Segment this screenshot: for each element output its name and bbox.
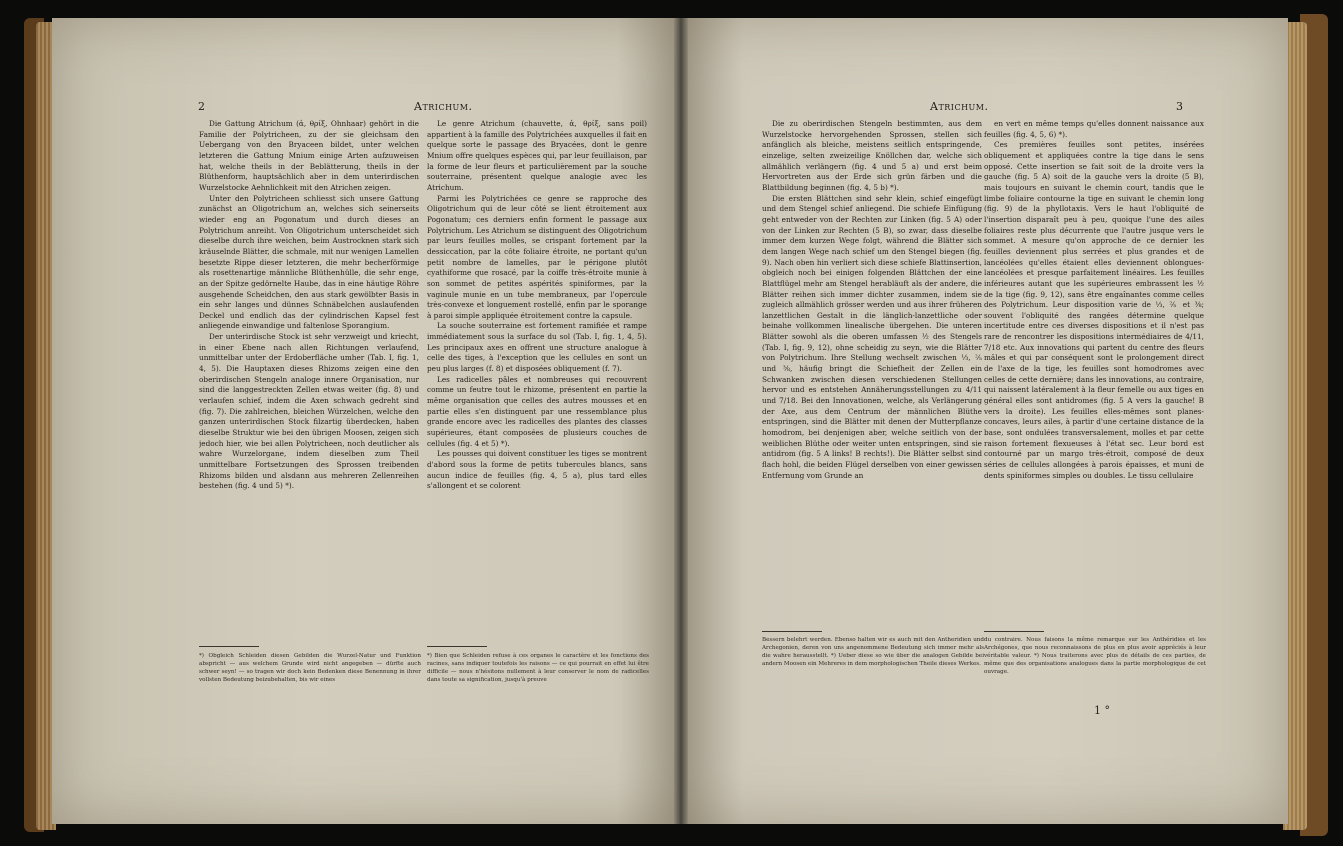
signature-mark: 1 ° xyxy=(1094,704,1110,717)
footnote-rule xyxy=(762,631,822,632)
left-running-head: Atrichum. xyxy=(414,100,473,113)
paragraph: Les pousses qui doivent constituer les tiges se montrent d'abord sous la forme de petits tubercules blancs, sans aucun indice de feuilles (fig. 4, 5 a), plus tard elles s'allongent et se colorent xyxy=(427,449,647,491)
paragraph: Die zu oberirdischen Stengeln bestimmten, aus dem Wurzelstocke hervorgehenden Sprossen, stellen sich anfänglich als bleiche, meistens seitlich entspringende, einzelige, selten zweizeilige Knöllchen dar, welche sich allmählich verlängern (fig. 4 und 5 a) und erst beim Hervortreten aus der Erde sich grün färben und die Blattbildung beginnen (fig. 4, 5 b) *). xyxy=(762,119,982,192)
paragraph: Les radicelles pâles et nombreuses qui recouvrent comme un feutre tout le rhizome, présentent en partie la même organisation que celles des autres mousses et en partie elles s'en distinguent par une ressemblance plus grande encore avec les radicelles des plantes des classes supérieures, étant composées de plusieurs couches de cellules (fig. 4 et 5) *). xyxy=(427,374,647,448)
right-french-footnote: du contraire. Nous faisons la même remarque sur les Anthéridies et les Archégones, que nous reconnaissons de plus en plus avoir appréciés à leur véritable valeur. *) Nous traiterons avec plus de détails de ces parties, de même que des organisations analogues dans la partie morphologique de cet ouvrage. xyxy=(984,637,1206,675)
book-gutter xyxy=(674,18,688,824)
footnote-rule xyxy=(427,646,487,647)
left-german-footnote: *) Obgleich Schleiden diesen Gebilden die Wurzel-Natur und Funktion abspricht — aus welchem Grunde wird nicht angegeben — dürfte auch schwer seyn! — so tragen wir doch kein Bedenken diese Benennung in ihrer vollsten Bedeutung beizubehalten, bis wir eines xyxy=(199,653,421,683)
footnote-rule xyxy=(984,631,1044,632)
right-german-footnote: Bessern belehrt werden. Ebenso halten wir es auch mit den Antheridien und Archegonien, deren von uns angenommene Bedeutung sich immer mehr als die wahre herausstellt. *) Ueber diese so wie über die analogen Gebilde bei andern Moosen ein Mehreres in dem morphologischen Theile dieses Werkes. xyxy=(762,637,984,667)
paragraph: La souche souterraine est fortement ramifiée et rampe immédiatement sous la surface du sol (Tab. I, fig. 1, 4, 5). Les principaux axes en offrent une structure analogue à celle des tiges, à l'exception que les cellules en sont un peu plus larges (f. 8) et disposées obliquement (f. 7). xyxy=(427,321,647,374)
right-running-head: Atrichum. xyxy=(930,100,989,113)
paragraph: Le genre Atrichum (chauvette, ἀ, θρίξ, sans poil) appartient à la famille des Polytrichées auxquelles il fait en quelque sorte le passage des Bryacées, dont le genre Mnium offre quelques espèces qui, par leur feuillaison, par la forme de leur fleurs et particulièrement par la souche souterraine, présentent quelque analogie avec les Atrichum. xyxy=(427,119,647,192)
paragraph: Der unterirdische Stock ist sehr verzweigt und kriecht, in einer Ebene nach allen Richtungen verlaufend, unmittelbar unter der Erdoberfläche umher (Tab. I, fig. 1, 4, 5). Die Hauptaxen dieses Rhizoms zeigen eine den oberirdischen Stengeln analoge innere Organisation, nur sind die langgestreckten Zellen etwas weiter (fig. 8) und verlaufen schief, indem die Axen schwach gedreht sind (fig. 7). Die zahlreichen, bleichen Würzelchen, welche den ganzen unterirdischen Stock filzartig überdecken, haben dieselbe Struktur wie bei den übrigen Moosen, zeigen sich jedoch hier, wie bei allen Polytricheen, noch deutlicher als wahre Wurzelorgane, indem dieselben zum Theil unmittelbare Fortsetzungen des Sprossen treibenden Rhizoms bilden und alsdann aus mehreren Zellenreihen bestehen (fig. 4 und 5) *). xyxy=(199,332,419,491)
left-page-number: 2 xyxy=(198,100,206,113)
paragraph: Die ersten Blättchen sind sehr klein, schief eingefügt und dem Stengel schief anliegend. Die schiefe Einfügung geht entweder von der Rechten zur Linken (fig. 5 A) oder von der Linken zur Rechten (5 B), so zwar, dass dieselbe immer dem kurzen Wege folgt, während die Blätter sich dem langen Wege nach schief um den Stengel biegen (fig. 9). Nach oben hin verliert sich diese schiefe Blattinsertion, obgleich noch bei einigen folgenden Blättchen der eine Blattflügel mehr am Stengel herabläuft als der andere, die Blätter reihen sich immer dichter zusammen, indem sie zugleich allmählich grösser werden und aus ihrer früheren lanzettlichen Gestalt in die länglich-lanzettliche oder beinahe vollkommen linealische übergehen. Die unteren Blätter sowohl als die oberen umfassen ½ des Stengels (Tab. I, fig. 9, 12), ohne scheidig zu seyn, wie die Blätter von Polytrichum. Ihre Stellung wechselt zwischen ⅓, ⅖ und ⅜, häufig bringt die Schiefheit der Zellen ein Schwanken zwischen diesen verschiedenen Stellungen hervor und es entstehen Annäherungsstellungen zu 4/11 und 7/18. Bei den Innovationen, welche, als Verlängerung der Axe, aus dem Centrum der männlichen Blüthe entspringen, sind die Blätter mit denen der Mutterpflanze homodrom, bei denjenigen aber, welche seitlich von der weiblichen Blüthe oder weiter unten entspringen, sind sie antidrom (fig. 5 A links! B rechts!). Die Blätter selbst sind flach hohl, die beiden Flügel derselben von einer gewissen Entfernung vom Grunde an xyxy=(762,193,982,480)
paragraph: Ces premières feuilles sont petites, insérées obliquement et appliquées contre la tige dans le sens opposé. Cette insertion se fait soit de la droite vers la gauche (fig. 5 A) soit de la gauche vers la droite (5 B), mais toujours en suivant le chemin court, tandis que le limbe foliaire contourne la tige en suivant le chemin long (fig. 9) de la phyllotaxis. Vers le haut l'obliquité de l'insertion disparaît peu à peu, quoique l'une des ailes foliaires reste plus décurrente que l'autre jusque vers le sommet. A mesure qu'on approche de ce dernier les feuilles deviennent plus serrées et plus grandes et de lancéolées qu'elles étaient elles deviennent oblongues-lancéolées et presque parfaitement linéaires. Les feuilles inférieures autant que les supérieures embrassent les ½ de la tige (fig. 9, 12), sans être engaînantes comme celles des Polytrichum. Leur disposition varie de ⅓, ⅖ et ⅜; souvent l'obliquité des rangées détermine quelque incertitude entre ces diverses dispositions et il n'est pas rare de rencontrer les dispositions intermédiaires de 4/11, 7/18 etc. Aux innovations qui partent du centre des fleurs mâles et qui par conséquent sont le prolongement direct de l'axe de la tige, les feuilles sont homodromes avec celles de cette dernière; dans les innovations, au contraire, qui naissent latéralement à la fleur femelle ou aux tiges en général elles sont antidromes (fig. 5 A vers la gauche! B vers la droite). Les feuilles elles-mêmes sont planes-concaves, leurs ailes, à partir d'une certaine distance de la base, sont ondulées transversalement, molles et par cette raison fortement flexueuses à l'état sec. Leur bord est contourné par un margo très-étroit, composé de deux séries de cellules allongées à parois épaisses, et muni de dents spiniformes simples ou doubles. Le tissu cellulaire xyxy=(984,140,1204,480)
paragraph: Parmi les Polytrichées ce genre se rapproche des Oligotrichum qui de leur côté se lient étroitement aux Pogonatum; ces derniers enfin forment le passage aux Polytrichum. Les Atrichum se distinguent des Oligotrichum par leurs feuilles molles, se crispant fortement par la dessiccation, par la côte foliaire étroite, ne portant qu'un petit nombre de lamelles, par le périgone plutôt cyathiforme que rosacé, par la coiffe très-étroite munie à son sommet de petites aspérités spiniformes, par la vaginule munie en un tube membraneux, par l'opercule très-convexe et longuement rostellé, enfin par le sporange à paroi simple appliquée étroitement contre la capsule. xyxy=(427,193,647,320)
left-french-footnote: *) Bien que Schleiden refuse à ces organes le caractère et les fonctions des racines, sans indiquer toutefois les raisons — ce qui pourrait en effet lui être difficile — nous n'hésitons nullement à leur conserver le nom de radicelles dans toute sa signification, jusqu'à preuve xyxy=(427,653,649,683)
paragraph: Die Gattung Atrichum (ἀ, θρίξ, Ohnhaar) gehört in die Familie der Polytricheen, zu der sie gleichsam den Uebergang von den Bryaceen bildet, unter welchen letzteren die Gattung Mnium einige Arten aufzuweisen hat, welche theils in der Beblätterung, theils in der Blüthenform, hauptsächlich aber in dem unterirdischen Wurzelstocke Aehnlichkeit mit den Atrichen zeigen. xyxy=(199,119,419,192)
footnote-rule xyxy=(199,646,259,647)
left-french-column xyxy=(427,119,647,639)
paragraph: en vert en même temps qu'elles donnent naissance aux feuilles (fig. 4, 5, 6) *). xyxy=(984,119,1204,139)
right-page-number: 3 xyxy=(1176,100,1184,113)
right-german-column xyxy=(762,119,982,627)
left-german-column xyxy=(199,119,419,639)
right-french-column xyxy=(984,119,1204,627)
paragraph: Unter den Polytricheen schliesst sich unsere Gattung zunächst an Oligotrichum an, welches sich seinerseits wieder eng an Pogonatum und durch dieses an Polytrichum anreiht. Von Oligotrichum unterscheidet sich dieselbe durch ihre weichen, beim Austrocknen stark sich kräuselnde Blätter, die schmale, mit nur wenigen Lamellen besetzte Rippe dieser letzteren, die mehr becherförmige als rosettenartige männliche Blüthenhülle, die sehr enge, an der Spitze gedörnelte Haube, das in eine häutige Röhre ausgehende Scheidchen, den aus stark gewölbter Basis in ein sehr langes und dünnes Schnäbelchen auslaufenden Deckel und endlich das der cylindrischen Kapsel fest anliegende einwandige und faltenlose Sporangium. xyxy=(199,193,419,331)
